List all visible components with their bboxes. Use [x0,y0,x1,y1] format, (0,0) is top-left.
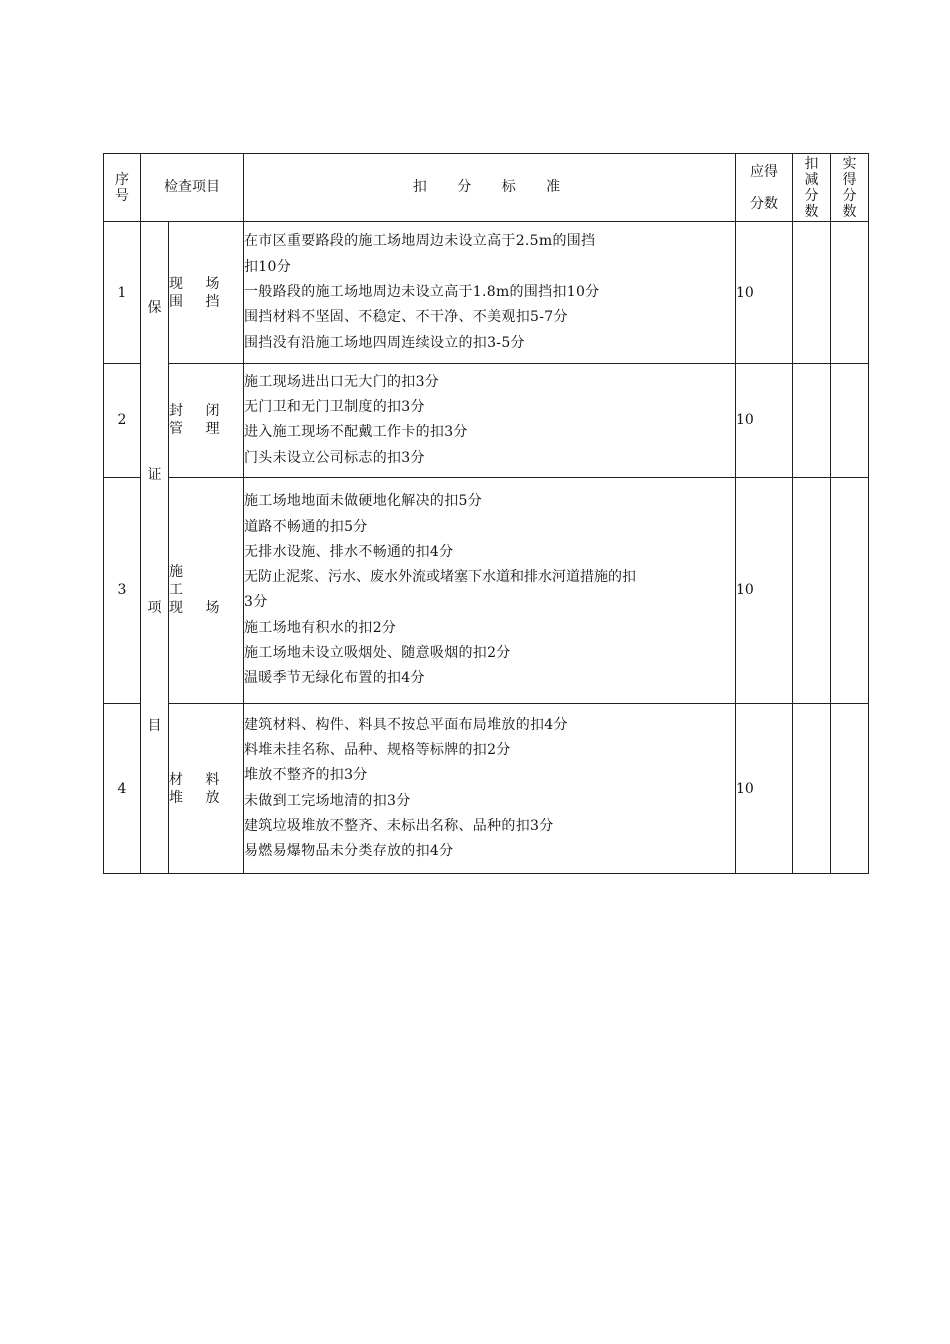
row-deducted-cell[interactable] [793,222,831,364]
criteria-line: 围挡没有沿施工场地四周连续设立的扣3-5分 [244,334,525,351]
row-item-line1: 现 场 [169,275,229,292]
row-item [169,222,244,364]
header-score-due-line2: 分数 [750,195,778,212]
criteria-line: 3分 [244,594,268,611]
row-score-due: 10 [736,477,793,704]
header-item [141,154,244,222]
header-seq-label: 序号 [115,171,129,204]
row-score-due: 10 [736,222,793,364]
criteria-line: 料堆未挂名称、品种、规格等标牌的扣2分 [244,742,511,759]
group-char: 项 [147,600,162,616]
criteria-line: 施工场地地面未做硬地化解决的扣5分 [244,493,483,510]
row-actual-cell[interactable] [831,364,869,478]
row-deducted-cell[interactable] [793,704,831,874]
row-item-line2: 现 场 [169,600,229,617]
row-criteria [244,477,736,704]
row-seq: 3 [104,477,141,704]
group-char: 目 [147,718,162,734]
header-deducted [793,154,831,222]
criteria-line: 道路不畅通的扣5分 [244,518,368,535]
header-seq [104,154,141,222]
row-item [169,704,244,874]
row-criteria [244,364,736,478]
criteria-line: 建筑材料、构件、料具不按总平面布局堆放的扣4分 [244,716,568,733]
header-actual [831,154,869,222]
criteria-line: 施工现场进出口无大门的扣3分 [244,373,440,390]
row-item-line2: 围 挡 [169,293,229,310]
criteria-line: 施工场地有积水的扣2分 [244,619,397,636]
header-item-label: 检查项目 [164,179,220,195]
header-criteria-label: 扣 分 标 准 [412,179,567,195]
criteria-line: 无门卫和无门卫制度的扣3分 [244,399,425,416]
header-score-due [736,154,793,222]
row-item-line1: 封 闭 [169,403,229,420]
criteria-line: 围挡材料不坚固、不稳定、不干净、不美观扣5-7分 [244,309,568,326]
row-seq: 2 [104,364,141,478]
group-char: 证 [147,467,162,483]
criteria-line: 无防止泥浆、污水、废水外流或堵塞下水道和排水河道措施的扣 [244,569,636,586]
table-row [104,477,869,704]
table-row [104,364,869,478]
table-row [104,222,869,364]
header-score-due-line1: 应得 [750,163,778,180]
criteria-line: 一般路段的施工场地周边未设立高于1.8m的围挡扣10分 [244,283,600,300]
criteria-line: 建筑垃圾堆放不整齐、未标出名称、品种的扣3分 [244,817,554,834]
row-seq: 4 [104,704,141,874]
header-actual-label: 实得分数 [842,155,857,220]
row-deducted-cell[interactable] [793,364,831,478]
header-deducted-label: 扣减分数 [804,155,819,220]
criteria-line: 施工场地未设立吸烟处、随意吸烟的扣2分 [244,645,511,662]
criteria-line: 门头未设立公司标志的扣3分 [244,449,425,466]
row-score-due: 10 [736,364,793,478]
row-deducted-cell[interactable] [793,477,831,704]
row-item [169,477,244,704]
row-item-line1: 施 工 [169,564,209,599]
row-item-line1: 材 料 [169,771,229,788]
inspection-table [103,153,869,874]
criteria-line: 易燃易爆物品未分类存放的扣4分 [244,843,454,860]
criteria-line: 温暖季节无绿化布置的扣4分 [244,670,425,687]
group-char: 保 [147,300,162,316]
criteria-line: 无排水设施、排水不畅通的扣4分 [244,543,454,560]
row-score-due: 10 [736,704,793,874]
row-seq: 1 [104,222,141,364]
criteria-line: 扣10分 [244,258,292,275]
row-criteria [244,222,736,364]
row-actual-cell[interactable] [831,477,869,704]
table-row [104,704,869,874]
criteria-line: 未做到工完场地清的扣3分 [244,792,411,809]
row-item [169,364,244,478]
criteria-line: 堆放不整齐的扣3分 [244,767,368,784]
header-criteria [244,154,736,222]
criteria-line: 在市区重要路段的施工场地周边未设立高于2.5m的围挡 [244,233,596,250]
row-actual-cell[interactable] [831,222,869,364]
row-criteria [244,704,736,874]
row-actual-cell[interactable] [831,704,869,874]
row-item-line2: 堆 放 [169,789,229,806]
header-row [104,154,869,222]
row-item-line2: 管 理 [169,421,229,438]
criteria-line: 进入施工现场不配戴工作卡的扣3分 [244,424,468,441]
group-label-cell [141,222,169,874]
